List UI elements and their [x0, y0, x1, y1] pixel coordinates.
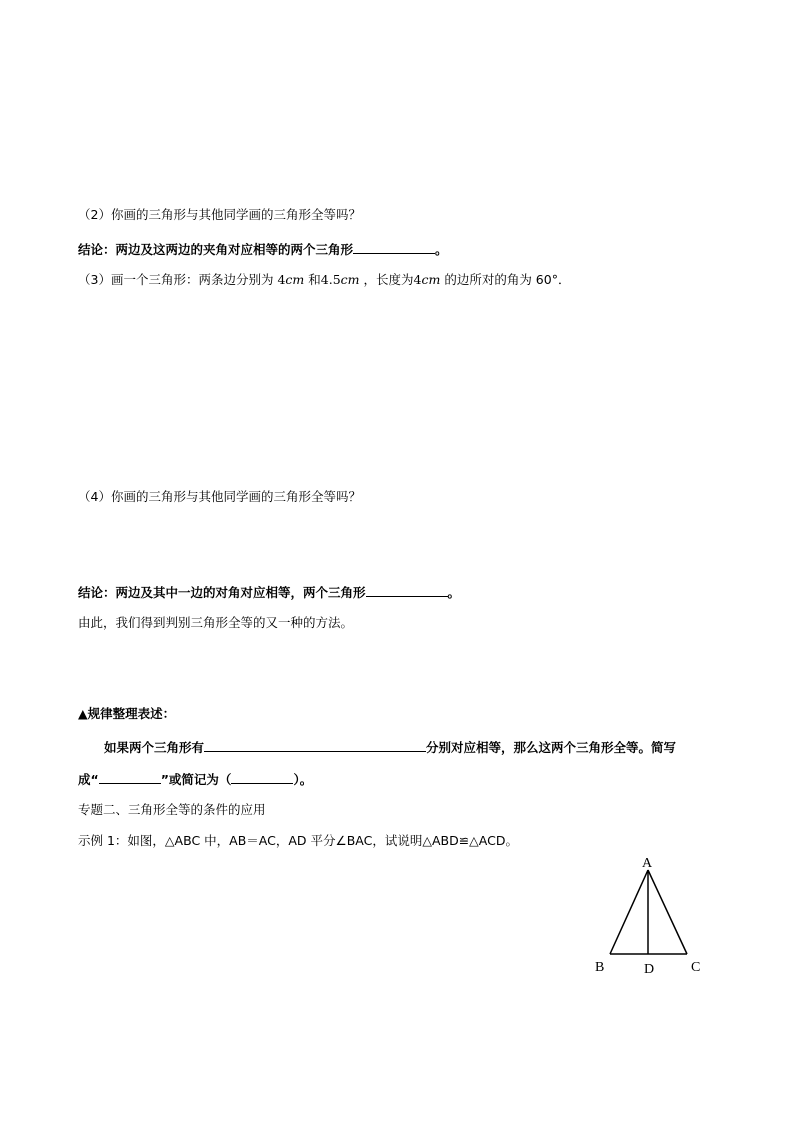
method-sentence — [78, 614, 353, 632]
conclusion-2 — [78, 583, 460, 602]
rules-line-2-suffix: ）。 — [293, 772, 313, 787]
vertex-c-label: C — [691, 960, 701, 975]
question-3-suffix: 的边所对的角为 60°． — [444, 272, 571, 287]
rules-heading-text: ▲规律整理表述： — [78, 706, 176, 721]
rules-line-2 — [78, 770, 312, 789]
rules-line-1 — [104, 738, 676, 757]
question-3-mid: ，长度为 — [363, 272, 414, 287]
short-name-blank[interactable] — [99, 770, 161, 784]
conclusion-2-text: 结论：两边及其中一边的对角对应相等，两个三角形 — [78, 585, 366, 600]
question-4 — [78, 488, 361, 506]
topic-2-title — [78, 801, 266, 819]
method-text: 由此，我们得到判别三角形全等的又一种的方法。 — [78, 615, 354, 630]
side-ab — [610, 870, 648, 954]
abbreviation-blank[interactable] — [231, 770, 293, 784]
example-1 — [78, 832, 518, 850]
side-1-unit: cm — [285, 272, 305, 287]
conclusion-1-text: 结论：两边及这两边的夹角对应相等的两个三角形 — [78, 242, 354, 257]
question-3-and: 和 — [308, 272, 321, 287]
conclusion-2-end: 。 — [447, 585, 461, 600]
topic-2-text: 专题二、三角形全等的条件的应用 — [78, 802, 266, 817]
side-1-value: 4 — [277, 272, 286, 287]
rules-heading — [78, 705, 175, 723]
side-3-unit: cm — [421, 272, 441, 287]
question-3 — [78, 271, 570, 289]
triangle-figure — [585, 850, 725, 985]
rules-line-1-prefix: 如果两个三角形有 — [104, 740, 205, 755]
side-3-value: 4 — [413, 272, 422, 287]
side-ac — [648, 870, 687, 954]
vertex-a-label: A — [642, 856, 653, 871]
rules-line-1-suffix: 分别对应相等，那么这两个三角形全等。简写 — [426, 740, 677, 755]
side-2-unit: cm — [340, 272, 360, 287]
question-4-text: （4）你画的三角形与其他同学画的三角形全等吗？ — [78, 489, 361, 504]
question-2-text: （2）你画的三角形与其他同学画的三角形全等吗？ — [78, 207, 361, 222]
conclusion-2-blank[interactable] — [366, 583, 448, 597]
question-3-prefix: （3）画一个三角形：两条边分别为 — [78, 272, 274, 287]
side-2-value: 4.5 — [320, 272, 341, 287]
rules-line-2-mid: ”或简记为（ — [160, 772, 232, 787]
conclusion-1-end: 。 — [435, 242, 448, 257]
point-d-label: D — [644, 962, 655, 977]
vertex-b-label: B — [595, 960, 605, 975]
question-2 — [78, 206, 361, 224]
conditions-blank[interactable] — [204, 738, 426, 752]
rules-line-2-prefix: 成“ — [78, 772, 99, 787]
example-1-text: 示例 1：如图，△ABC 中，AB＝AC，AD 平分∠BAC，试说明△ABD≌△ACD。 — [78, 833, 518, 848]
conclusion-1 — [78, 240, 448, 259]
conclusion-1-blank[interactable] — [353, 240, 435, 254]
